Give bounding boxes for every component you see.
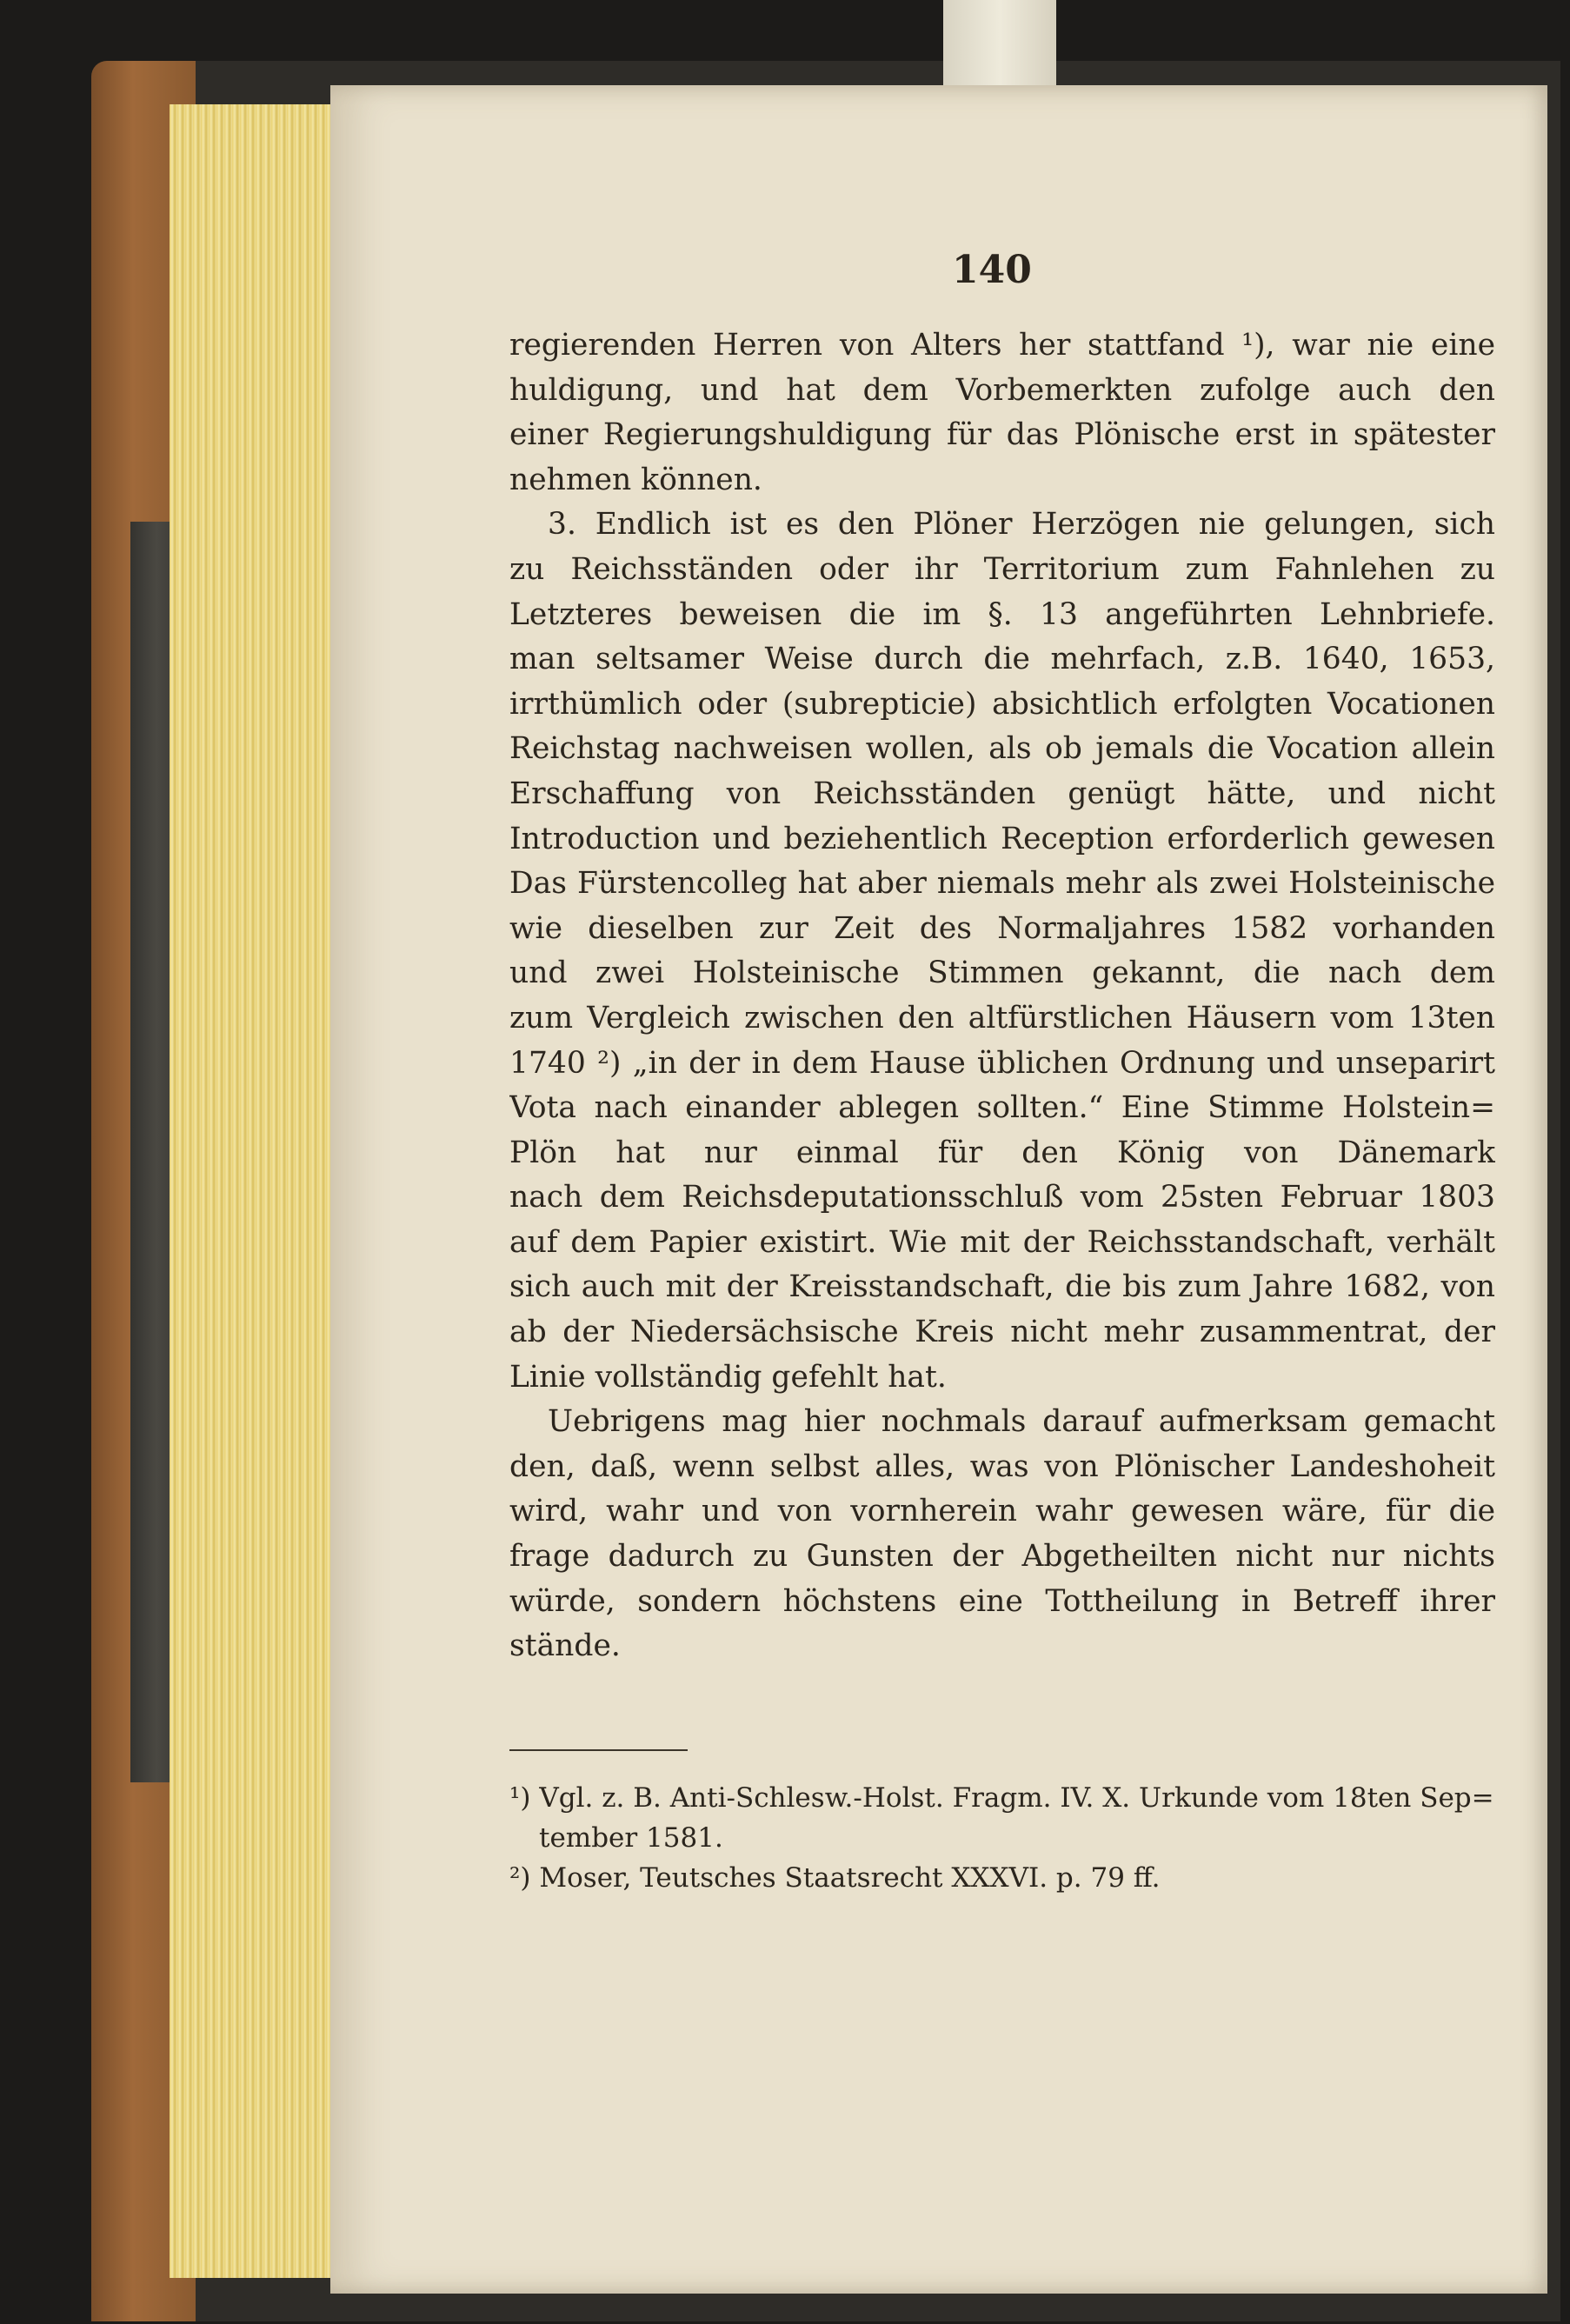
text-line: Plön hat nur einmal für den König von Dänemark	[509, 1135, 1495, 1170]
text-line: regierenden Herren von Alters her stattfand ¹), war nie eine	[509, 328, 1495, 363]
footnotes	[509, 1778, 1495, 1898]
text-line: huldigung, und hat dem Vorbemerkten zufolge auch den	[509, 372, 1495, 408]
text-line: Vota nach einander ablegen sollten.“ Eine Stimme Holstein=	[509, 1090, 1495, 1126]
footnote-line: ²) Moser, Teutsches Staatsrecht XXXVI. p. 79 ff.	[509, 1862, 1161, 1894]
text-line: auf dem Papier existirt. Wie mit der Reichsstandschaft, verhält	[509, 1224, 1495, 1260]
text-line: wird, wahr und von vornherein wahr gewesen wäre, für die	[509, 1494, 1495, 1529]
text-line: man seltsamer Weise durch die mehrfach, z.B. 1640, 1653,	[509, 642, 1495, 677]
text-line: Introduction und beziehentlich Reception erforderlich gewesen	[509, 821, 1495, 856]
text-line: Das Fürstencolleg hat aber niemals mehr als zwei Holsteinische	[509, 866, 1495, 902]
text-line: würde, sondern höchstens eine Tottheilung in Betreff ihrer	[509, 1583, 1495, 1619]
text-line: stände.	[509, 1628, 621, 1664]
text-line: den, daß, wenn selbst alles, was von Plönischer Landeshoheit	[509, 1448, 1495, 1484]
text-line: nehmen können.	[509, 462, 762, 497]
text-line: ab der Niedersächsische Kreis nicht mehr zusammentrat, der	[509, 1315, 1495, 1350]
text-line: Reichstag nachweisen wollen, als ob jemals die Vocation allein	[509, 731, 1495, 767]
body-text	[509, 323, 1495, 1669]
text-line: Linie vollständig gefehlt hat.	[509, 1359, 947, 1395]
footnote-line: tember 1581.	[539, 1822, 723, 1854]
text-line: einer Regierungshuldigung für das Plönische erst in spätester	[509, 417, 1495, 453]
page-edges	[170, 104, 339, 2278]
text-line: wie dieselben zur Zeit des Normaljahres 1582 vorhanden	[509, 910, 1495, 946]
text-line: frage dadurch zu Gunsten der Abgetheilten nicht nur nichts	[509, 1539, 1495, 1575]
footnote-divider	[509, 1749, 688, 1751]
text-line: Letzteres beweisen die im §. 13 angeführten Lehnbriefe.	[509, 596, 1495, 632]
text-line: Erschaffung von Reichsständen genügt hätte, und nicht	[509, 776, 1495, 811]
page-number: 140	[952, 248, 1032, 292]
text-line: nach dem Reichsdeputationsschluß vom 25sten Februar 1803	[509, 1180, 1495, 1215]
text-line: zum Vergleich zwischen den altfürstlichen Häusern vom 13ten	[509, 1000, 1495, 1035]
text-line: sich auch mit der Kreisstandschaft, die bis zum Jahre 1682, von	[509, 1269, 1495, 1305]
text-line: 3. Endlich ist es den Plöner Herzögen nie gelungen, sich	[548, 507, 1495, 543]
text-line: Uebrigens mag hier nochmals darauf aufmerksam gemacht	[548, 1404, 1495, 1440]
text-line: irrthümlich oder (subrepticie) absichtlich erfolgten Vocationen	[509, 686, 1495, 722]
text-line: zu Reichsständen oder ihr Territorium zum Fahnlehen zu	[509, 551, 1495, 587]
footnote-line: ¹) Vgl. z. B. Anti-Schlesw.-Holst. Fragm. IV. X. Urkunde vom 18ten Sep=	[509, 1782, 1494, 1814]
text-line: und zwei Holsteinische Stimmen gekannt, die nach dem	[509, 956, 1495, 991]
text-line: 1740 ²) „in der in dem Hause üblichen Ordnung und unseparirt	[509, 1045, 1495, 1081]
